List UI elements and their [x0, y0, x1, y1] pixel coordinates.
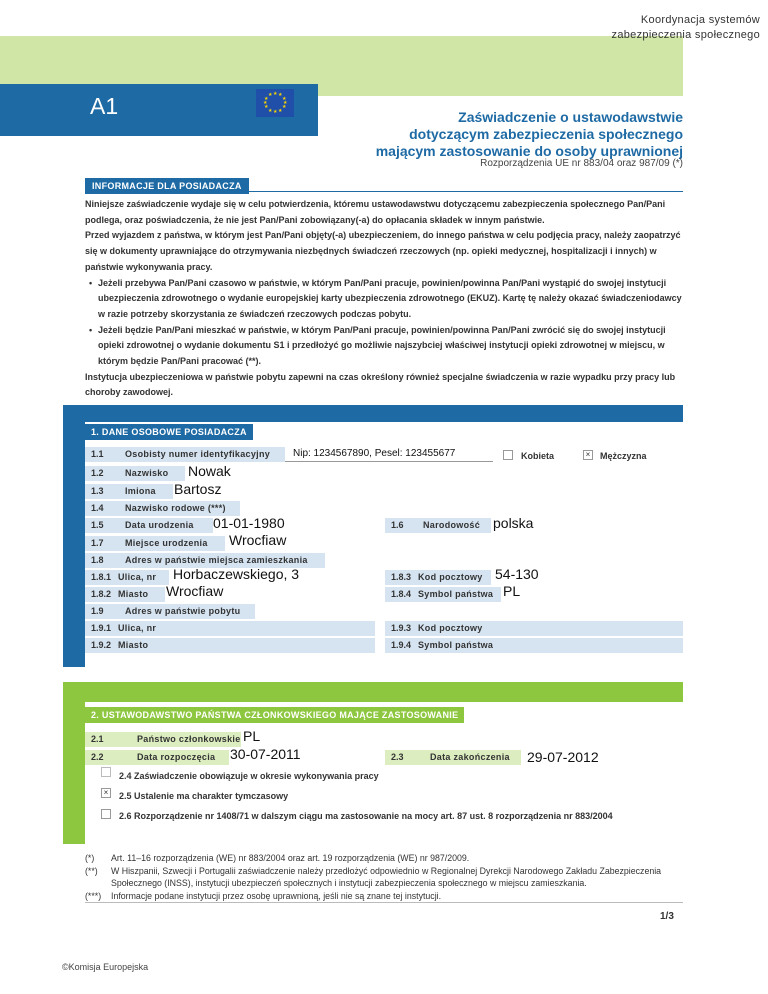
first-names-value[interactable]: Bartosz [174, 481, 222, 497]
info-paragraph: Instytucja ubezpieczeniowa w państwie pobytu zapewni na czas określony również specjalne świadczenia w razie wypadku przy pracy lub choroby zawodowej. [85, 371, 676, 398]
employment-period-checkbox[interactable] [101, 767, 111, 777]
field-label: Adres w państwie pobytu [125, 606, 241, 616]
field-number: 1.4 [91, 503, 104, 513]
page-number: 1/3 [660, 911, 674, 922]
field-number: 1.9.1 [91, 623, 112, 633]
field-number: 1.8.2 [91, 589, 112, 599]
provisional-label: 2.5 Ustalenie ma charakter tymczasowy [119, 791, 289, 801]
field-birth-surname [85, 501, 240, 516]
field-number: 1.9.2 [91, 640, 112, 650]
field-label: Narodowość [423, 520, 481, 530]
field-residence-street [85, 570, 169, 585]
field-label: Nazwisko rodowe (***) [125, 503, 226, 513]
coordination-text [612, 13, 760, 43]
residence-postcode-value[interactable]: 54-130 [495, 566, 539, 582]
footnote-marker: (***) [85, 890, 102, 901]
field-nationality [385, 518, 491, 533]
regulations-reference: Rozporządzenia UE nr 883/04 oraz 987/09 (*) [480, 158, 683, 169]
section-2-heading: 2. USTAWODAWSTWO PAŃSTWA CZŁONKOWSKIEGO MAJĄCE ZASTOSOWANIE [85, 707, 464, 723]
footnote [85, 890, 685, 903]
field-label: Miasto [118, 640, 149, 650]
field-label: Kod pocztowy [418, 623, 483, 633]
footnote-text: Art. 11–16 rozporządzenia (WE) nr 883/2004 oraz art. 19 rozporządzenia (WE) nr 987/2009. [111, 853, 470, 863]
field-number: 2.3 [391, 752, 404, 762]
regulation-1408-checkbox[interactable] [101, 809, 111, 819]
start-date-value[interactable]: 30-07-2011 [230, 746, 301, 762]
field-number: 2.2 [91, 752, 104, 762]
residence-street-value[interactable]: Horbaczewskiego, 3 [173, 566, 300, 582]
field-personal-id [85, 447, 285, 462]
info-bullet: • Jeżeli będzie Pan/Pani mieszkać w państwie, w którym Pan/Pani pracuje, powinien/powinna Pan/Pani zwrócić się do swojej instytucji opieki zdrowotnej o wydanie dokumentu S1 i przedłożyć go możliwie najszybciej właściwej instytucji opieki zdrowotnej w miejscu, w którym będzie Pan/Pani pracować (**). [85, 323, 685, 370]
field-stay-country [385, 638, 683, 653]
field-surname [85, 466, 185, 481]
divider [85, 191, 683, 192]
field-stay-city [85, 638, 375, 653]
residence-city-value[interactable]: Wrocfiaw [166, 583, 224, 599]
footnotes [85, 852, 685, 902]
field-label: Symbol państwa [418, 589, 494, 599]
field-number: 1.8 [91, 555, 104, 565]
field-number: 1.8.1 [91, 572, 112, 582]
info-text [85, 197, 685, 401]
field-number: 1.6 [391, 520, 404, 530]
field-label: Imiona [125, 486, 156, 496]
coordination-line-1: Koordynacja systemów [640, 14, 760, 26]
document-title [376, 109, 683, 160]
field-residence-city [85, 587, 165, 602]
field-number: 1.9.3 [391, 623, 412, 633]
field-number: 1.8.3 [391, 572, 412, 582]
field-first-names [85, 484, 173, 499]
member-state-value[interactable]: PL [243, 728, 261, 744]
field-label: Państwo członkowskie [137, 734, 241, 744]
field-stay-street [85, 621, 375, 636]
field-member-state [85, 732, 241, 747]
field-start-date [85, 750, 229, 765]
field-number: 2.1 [91, 734, 104, 744]
nationality-value[interactable]: polska [493, 515, 534, 531]
info-paragraph: Niniejsze zaświadczenie wydaje się w celu potwierdzenia, któremu ustawodawstwu dotyczącemu zabezpieczenia społecznego Pan/Pani podlega, oraz poświadczenia, że nie jest Pan/Pani zobowiązany(-a) do opłacania składek w innym państwie. [85, 199, 666, 225]
field-label: Miasto [118, 589, 149, 599]
eu-flag-icon: ★ ★ ★ ★ ★ ★ ★ ★ ★ ★ ★ ★ [256, 89, 294, 117]
field-number: 1.5 [91, 520, 104, 530]
field-number: 1.3 [91, 486, 104, 496]
divider [85, 902, 683, 903]
footnote-text: Informacje podane instytucji przez osobę uprawnioną, jeśli nie są znane tej instytucji. [111, 890, 442, 901]
field-residence-postcode [385, 570, 491, 585]
field-number: 1.7 [91, 538, 104, 548]
field-label: Data zakończenia [430, 752, 510, 762]
field-label: Symbol państwa [418, 640, 494, 650]
female-checkbox[interactable] [503, 450, 513, 460]
form-code: A1 [90, 93, 119, 119]
field-label: Ulica, nr [118, 623, 157, 633]
info-bullet: • Jeżeli przebywa Pan/Pani czasowo w państwie, w którym Pan/Pani pracuje, powinien/powinna Pan/Pani wystąpić do swojej instytucji ubezpieczenia zdrowotnego o wydanie europejskiej karty ubezpieczenia zdrowotnego (EKUZ). Kartę tę należy okazać świadczeniodawcy w razie potrzeby skorzystania ze świadczeń rzeczowych podczas pobytu. [85, 276, 685, 323]
info-paragraph: Przed wyjazdem z państwa, w którym jest Pan/Pani objęty(-a) ubezpieczeniem, do innego państwa w celu podjęcia pracy, należy zaopatrzyć się w dokumenty uprawniające do otrzymywania niezbędnych świadczeń rzeczowych (np. opieki medycznej, hospitalizacji i innych) w państwie wykonywania pracy. [85, 230, 681, 272]
field-label: Nazwisko [125, 468, 169, 478]
title-line-2: dotyczącym zabezpieczenia społecznego [409, 126, 683, 142]
male-label: Mężczyzna [600, 451, 647, 461]
info-heading: INFORMACJE DLA POSIADACZA [85, 178, 249, 194]
input-underline [285, 461, 493, 462]
field-label: Data rozpoczęcia [137, 752, 216, 762]
section-1-heading: 1. DANE OSOBOWE POSIADACZA [85, 424, 253, 440]
field-number: 1.1 [91, 449, 104, 459]
field-number: 1.9.4 [391, 640, 412, 650]
field-label: Data urodzenia [125, 520, 194, 530]
field-label: Osobisty numer identyfikacyjny [125, 449, 271, 459]
field-number: 1.8.4 [391, 589, 412, 599]
surname-value[interactable]: Nowak [188, 463, 231, 479]
field-number: 1.9 [91, 606, 104, 616]
field-birth-date [85, 518, 213, 533]
birth-place-value[interactable]: Wrocfiaw [229, 532, 287, 548]
coordination-line-2: zabezpieczenia społecznego [611, 29, 760, 41]
field-stay-address [85, 604, 255, 619]
copyright: ©Komisja Europejska [62, 962, 149, 972]
field-stay-postcode [385, 621, 683, 636]
footnote-marker: (**) [85, 865, 98, 876]
female-label: Kobieta [521, 451, 555, 461]
field-label: Ulica, nr [118, 572, 157, 582]
field-label: Miejsce urodzenia [125, 538, 208, 548]
title-line-1: Zaświadczenie o ustawodawstwie [458, 109, 683, 125]
regulation-1408-label: 2.6 Rozporządzenie nr 1408/71 w dalszym ciągu ma zastosowanie na mocy art. 87 ust. 8 rozporządzenia nr 883/2004 [119, 811, 613, 821]
provisional-checkbox[interactable]: × [101, 788, 111, 798]
employment-period-label: 2.4 Zaświadczenie obowiązuje w okresie wykonywania pracy [119, 771, 379, 781]
footnote-text: W Hiszpanii, Szwecji i Portugalii zaświadczenie należy przedłożyć odpowiednio w Regionalnej Dyrekcji Narodowego Zakładu Zabezpieczenia Społecznego (INSS), instytucji ubezpieczeń społecznych i instytucji zabezpieczenia społecznego w miejscu zamieszkania. [111, 865, 662, 888]
personal-id-value[interactable]: Nip: 1234567890, Pesel: 123455677 [293, 448, 456, 459]
field-residence-country [385, 587, 501, 602]
male-checkbox[interactable]: × [583, 450, 593, 460]
title-line-3: mającym zastosowanie do osoby uprawnionej [375, 143, 683, 159]
field-label: Adres w państwie miejsca zamieszkania [125, 555, 308, 565]
field-label: Kod pocztowy [418, 572, 483, 582]
footnote-marker: (*) [85, 853, 95, 863]
birth-date-value[interactable]: 01-01-1980 [213, 515, 285, 531]
field-end-date [385, 750, 521, 765]
footnote [85, 852, 685, 865]
end-date-value[interactable]: 29-07-2012 [527, 749, 599, 765]
footnote [85, 865, 685, 890]
field-birth-place [85, 536, 225, 551]
residence-country-value[interactable]: PL [503, 583, 521, 599]
field-number: 1.2 [91, 468, 104, 478]
